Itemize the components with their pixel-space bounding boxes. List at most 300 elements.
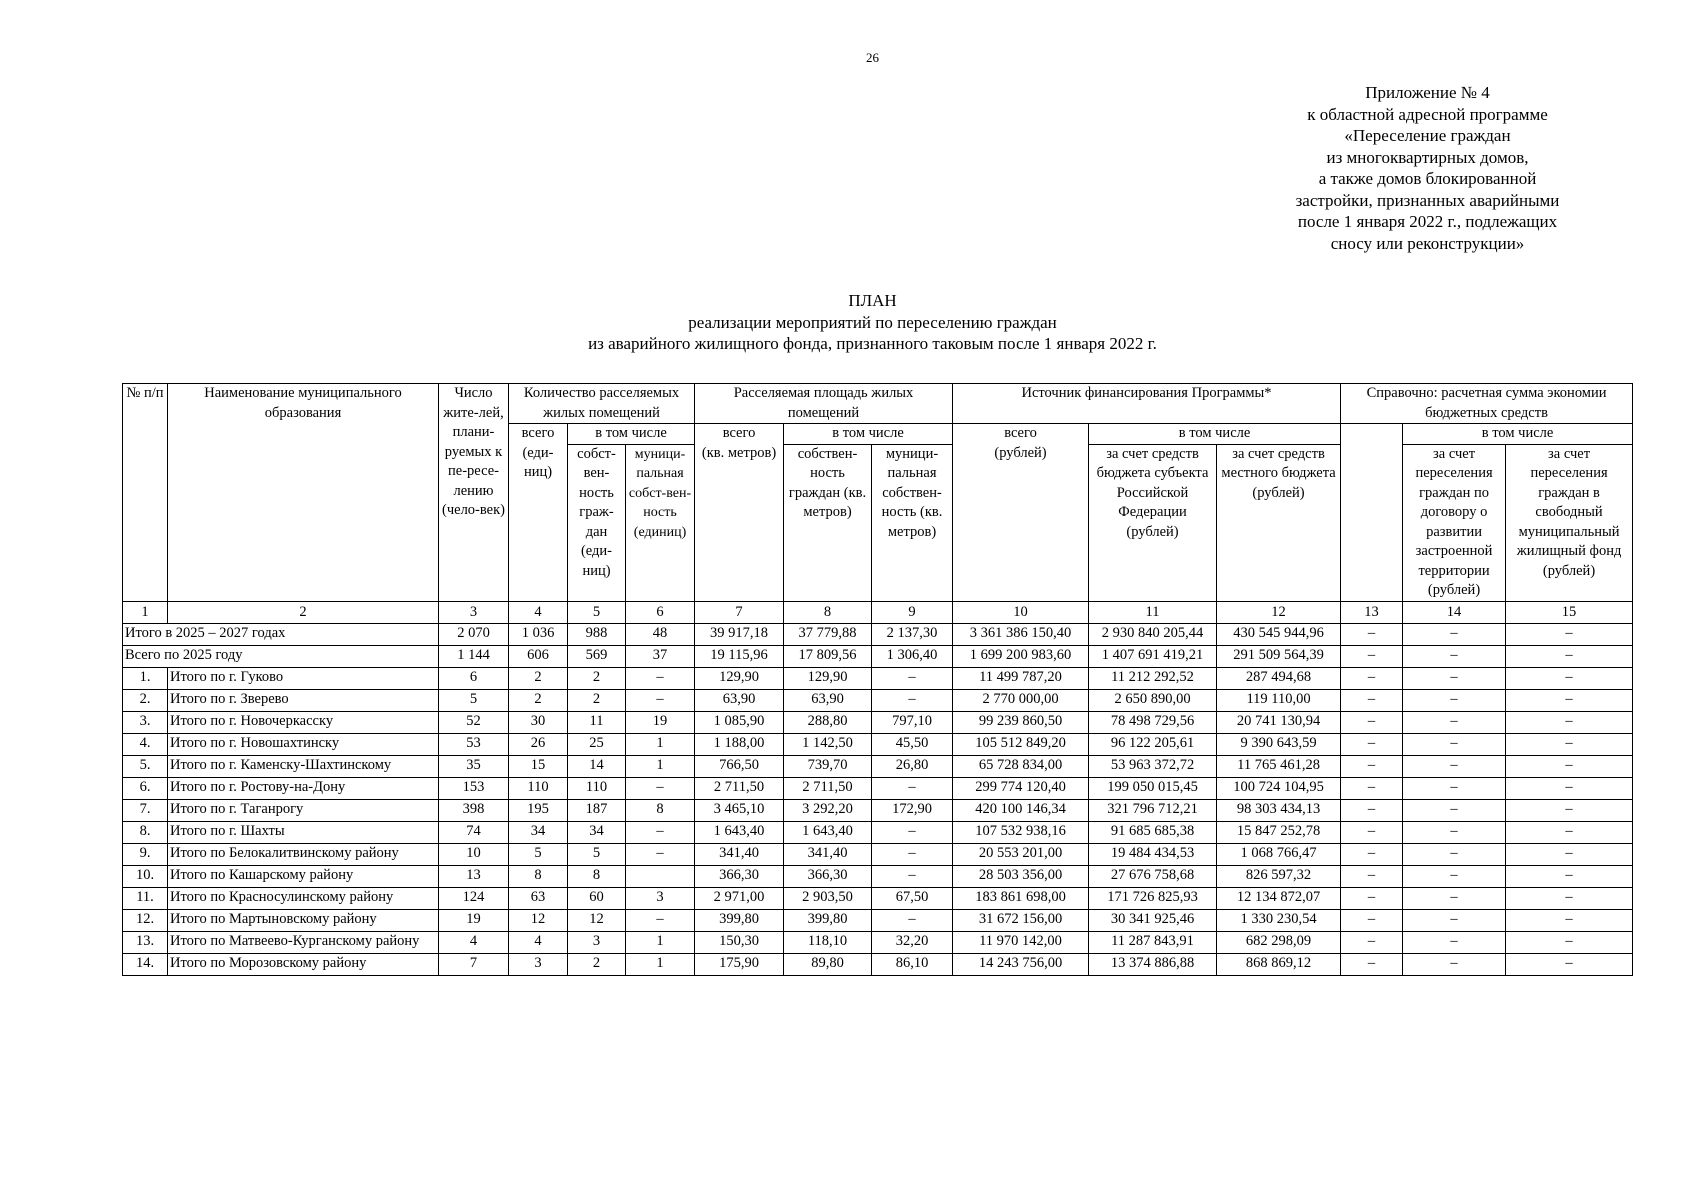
header-rooms-private: собст-вен-ность граж-дан (еди-ниц) (568, 444, 626, 601)
table-cell: – (1403, 711, 1506, 733)
table-cell: 28 503 356,00 (953, 865, 1089, 887)
row-number: 5. (123, 755, 168, 777)
header-area-private: собствен-ность граждан (кв. метров) (784, 444, 872, 601)
municipality-name: Итого по Матвеево-Курганскому району (168, 931, 439, 953)
header-in-that: в том числе (784, 424, 953, 445)
table-cell: 11 212 292,52 (1089, 667, 1217, 689)
table-cell: 2 (568, 667, 626, 689)
column-number: 4 (509, 601, 568, 623)
table-cell: 53 963 372,72 (1089, 755, 1217, 777)
table-cell: 2 711,50 (695, 777, 784, 799)
table-cell: 2 137,30 (872, 623, 953, 645)
table-cell: 1 407 691 419,21 (1089, 645, 1217, 667)
table-cell: 39 917,18 (695, 623, 784, 645)
table-cell: 1 (626, 733, 695, 755)
table-cell: 19 115,96 (695, 645, 784, 667)
summary-label: Итого в 2025 – 2027 годах (123, 623, 439, 645)
table-cell: 86,10 (872, 953, 953, 975)
table-cell: 3 465,10 (695, 799, 784, 821)
table-cell: 398 (439, 799, 509, 821)
table-cell: 1 699 200 983,60 (953, 645, 1089, 667)
table-cell: – (626, 821, 695, 843)
table-cell: 8 (509, 865, 568, 887)
table-cell: – (1341, 667, 1403, 689)
table-cell: 175,90 (695, 953, 784, 975)
header-name: Наименование муниципального образования (168, 384, 439, 602)
table-cell: 341,40 (695, 843, 784, 865)
table-cell: 10 (439, 843, 509, 865)
table-cell: 27 676 758,68 (1089, 865, 1217, 887)
row-number: 8. (123, 821, 168, 843)
table-cell: – (872, 689, 953, 711)
table-row (123, 777, 1633, 799)
table-cell: 110 (509, 777, 568, 799)
table-cell: 8 (626, 799, 695, 821)
row-number: 13. (123, 931, 168, 953)
table-cell: 25 (568, 733, 626, 755)
table-cell: – (1506, 821, 1633, 843)
table-cell: – (872, 843, 953, 865)
header-reference-group: Справочно: расчетная сумма экономии бюджетных средств (1341, 384, 1633, 424)
table-cell: 35 (439, 755, 509, 777)
table-cell: 399,80 (784, 909, 872, 931)
table-cell: 199 050 015,45 (1089, 777, 1217, 799)
table-cell: 14 (568, 755, 626, 777)
table-cell: 2 971,00 (695, 887, 784, 909)
table-cell: 107 532 938,16 (953, 821, 1089, 843)
table-row (123, 689, 1633, 711)
column-number: 11 (1089, 601, 1217, 623)
table-cell: 99 239 860,50 (953, 711, 1089, 733)
table-cell: 287 494,68 (1217, 667, 1341, 689)
table-cell: – (1506, 689, 1633, 711)
table-cell: – (1341, 953, 1403, 975)
table-cell: – (1506, 843, 1633, 865)
column-number: 12 (1217, 601, 1341, 623)
table-cell: 1 085,90 (695, 711, 784, 733)
table-cell: 2 903,50 (784, 887, 872, 909)
table-row (123, 865, 1633, 887)
table-cell: 291 509 564,39 (1217, 645, 1341, 667)
table-cell: – (1506, 799, 1633, 821)
table-cell: – (1403, 645, 1506, 667)
column-number: 13 (1341, 601, 1403, 623)
appendix-line: сносу или реконструкции» (1330, 233, 1525, 253)
row-number: 11. (123, 887, 168, 909)
table-cell: – (1341, 909, 1403, 931)
table-row (123, 799, 1633, 821)
row-number: 7. (123, 799, 168, 821)
table-cell: 171 726 825,93 (1089, 887, 1217, 909)
table-cell: 2 (568, 953, 626, 975)
table-cell: 2 070 (439, 623, 509, 645)
table-cell: – (1403, 821, 1506, 843)
table-cell: – (1403, 953, 1506, 975)
table-cell: – (1506, 777, 1633, 799)
column-number-row (123, 601, 1633, 623)
row-number: 14. (123, 953, 168, 975)
row-number: 2. (123, 689, 168, 711)
table-cell: – (1403, 667, 1506, 689)
table-cell: – (872, 667, 953, 689)
header-fin-local: за счет средств местного бюджета (рублей) (1217, 444, 1341, 601)
table-cell: 1 188,00 (695, 733, 784, 755)
table-cell: 183 861 698,00 (953, 887, 1089, 909)
column-number: 9 (872, 601, 953, 623)
table-cell: – (1341, 821, 1403, 843)
municipality-name: Итого по Красносулинскому району (168, 887, 439, 909)
table-cell: 20 741 130,94 (1217, 711, 1341, 733)
summary-row (123, 623, 1633, 645)
table-cell: 110 (568, 777, 626, 799)
table-cell: – (1506, 865, 1633, 887)
header-area-group: Расселяемая площадь жилых помещений (695, 384, 953, 424)
table-cell: 2 650 890,00 (1089, 689, 1217, 711)
table-cell: – (1506, 909, 1633, 931)
table-cell: 9 390 643,59 (1217, 733, 1341, 755)
table-cell: 100 724 104,95 (1217, 777, 1341, 799)
table-cell: 606 (509, 645, 568, 667)
table-cell: 195 (509, 799, 568, 821)
table-cell: 96 122 205,61 (1089, 733, 1217, 755)
table-row (123, 821, 1633, 843)
appendix-line: из многоквартирных домов, (1326, 147, 1529, 167)
header-ref-empty (1341, 424, 1403, 602)
table-cell: – (1341, 887, 1403, 909)
table-cell: – (1506, 667, 1633, 689)
row-number: 3. (123, 711, 168, 733)
column-number: 14 (1403, 601, 1506, 623)
table-cell: 150,30 (695, 931, 784, 953)
table-cell: 30 (509, 711, 568, 733)
table-cell: 74 (439, 821, 509, 843)
table-cell: 3 (509, 953, 568, 975)
appendix-line: к областной адресной программе (1307, 104, 1548, 124)
table-cell: 4 (439, 931, 509, 953)
header-ref-free-fund: за счет переселения граждан в свободный муниципальный жилищный фонд (рублей) (1506, 444, 1633, 601)
table-cell: 26 (509, 733, 568, 755)
header-rooms-group: Количество расселяемых жилых помещений (509, 384, 695, 424)
table-cell: 15 847 252,78 (1217, 821, 1341, 843)
table-cell: 63,90 (784, 689, 872, 711)
table-cell: 8 (568, 865, 626, 887)
table-cell: 67,50 (872, 887, 953, 909)
table-cell: 868 869,12 (1217, 953, 1341, 975)
table-cell: 19 484 434,53 (1089, 843, 1217, 865)
table-cell: 19 (626, 711, 695, 733)
table-cell: 119 110,00 (1217, 689, 1341, 711)
table-cell: 2 770 000,00 (953, 689, 1089, 711)
row-number: 1. (123, 667, 168, 689)
header-in-that: в том числе (1089, 424, 1341, 445)
table-cell: 988 (568, 623, 626, 645)
table-cell: – (872, 821, 953, 843)
table-cell: 187 (568, 799, 626, 821)
table-cell: – (1341, 755, 1403, 777)
table-cell: – (1403, 799, 1506, 821)
header-in-that: в том числе (1403, 424, 1633, 445)
table-cell: 1 144 (439, 645, 509, 667)
table-cell: – (1506, 645, 1633, 667)
table-cell: – (1403, 865, 1506, 887)
table-cell: – (626, 689, 695, 711)
table-cell: – (1403, 777, 1506, 799)
table-row (123, 909, 1633, 931)
municipality-name: Итого по г. Новошахтинску (168, 733, 439, 755)
table-cell: 1 (626, 931, 695, 953)
table-cell: 172,90 (872, 799, 953, 821)
header-area-municipal: муници-пальная собствен-ность (кв. метров) (872, 444, 953, 601)
table-cell: – (1341, 865, 1403, 887)
table-cell: 420 100 146,34 (953, 799, 1089, 821)
header-num: № п/п (123, 384, 168, 602)
table-cell: 1 142,50 (784, 733, 872, 755)
table-cell: 91 685 685,38 (1089, 821, 1217, 843)
table-cell: 1 306,40 (872, 645, 953, 667)
table-cell: 11 287 843,91 (1089, 931, 1217, 953)
table-cell: 288,80 (784, 711, 872, 733)
table-cell: 766,50 (695, 755, 784, 777)
table-cell: 2 (568, 689, 626, 711)
table-cell: – (626, 909, 695, 931)
table-cell: 89,80 (784, 953, 872, 975)
table-cell: 32,20 (872, 931, 953, 953)
table-cell: – (872, 777, 953, 799)
column-number: 2 (168, 601, 439, 623)
table-cell: 299 774 120,40 (953, 777, 1089, 799)
table-cell: – (1506, 755, 1633, 777)
header-rooms-municipal: муници-пальная собст-вен-ность (единиц) (626, 444, 695, 601)
table-cell: 11 970 142,00 (953, 931, 1089, 953)
table-cell: 31 672 156,00 (953, 909, 1089, 931)
table-cell: 105 512 849,20 (953, 733, 1089, 755)
table-cell: 5 (568, 843, 626, 865)
column-number: 7 (695, 601, 784, 623)
header-rooms-total: всего (еди-ниц) (509, 424, 568, 602)
table-cell: 52 (439, 711, 509, 733)
header-residents: Число жите-лей, плани-руемых к пе-ресе-лению (чело-век) (439, 384, 509, 602)
table-cell: 1 068 766,47 (1217, 843, 1341, 865)
table-cell: 430 545 944,96 (1217, 623, 1341, 645)
table-cell: – (1341, 689, 1403, 711)
municipality-name: Итого по г. Ростову-на-Дону (168, 777, 439, 799)
table-cell: 739,70 (784, 755, 872, 777)
table-cell: 118,10 (784, 931, 872, 953)
header-fin-total: всего (рублей) (953, 424, 1089, 602)
table-cell: – (1506, 623, 1633, 645)
table-cell: 1 643,40 (695, 821, 784, 843)
table-cell: 12 134 872,07 (1217, 887, 1341, 909)
table-cell: 45,50 (872, 733, 953, 755)
appendix-note (1250, 82, 1605, 254)
column-number: 5 (568, 601, 626, 623)
table-cell: – (1341, 645, 1403, 667)
table-cell: 37 779,88 (784, 623, 872, 645)
table-cell: 37 (626, 645, 695, 667)
table-cell: 3 (626, 887, 695, 909)
table-cell: – (1403, 733, 1506, 755)
table-cell: 366,30 (784, 865, 872, 887)
table-cell: 12 (568, 909, 626, 931)
table-row (123, 755, 1633, 777)
table-cell: – (1403, 931, 1506, 953)
table-cell: 5 (509, 843, 568, 865)
table-cell: 2 930 840 205,44 (1089, 623, 1217, 645)
table-cell: 3 292,20 (784, 799, 872, 821)
appendix-line: а также домов блокированной (1318, 169, 1537, 188)
table-cell: – (1506, 931, 1633, 953)
table-cell: – (1341, 843, 1403, 865)
document-heading (0, 290, 1698, 355)
table-cell: – (1341, 711, 1403, 733)
table-cell: 129,90 (784, 667, 872, 689)
table-cell: – (1506, 711, 1633, 733)
header-in-that: в том числе (568, 424, 695, 445)
table-cell: – (1506, 953, 1633, 975)
appendix-line: «Переселение граждан (1344, 126, 1511, 145)
table-cell: 78 498 729,56 (1089, 711, 1217, 733)
header-ref-development: за счет переселения граждан по договору о развитии застроенной территории (рублей) (1403, 444, 1506, 601)
table-cell: – (1403, 909, 1506, 931)
table-cell: 321 796 712,21 (1089, 799, 1217, 821)
table-cell: 53 (439, 733, 509, 755)
table-cell: – (872, 909, 953, 931)
table-row (123, 733, 1633, 755)
table-cell: 98 303 434,13 (1217, 799, 1341, 821)
document-subtitle: из аварийного жилищного фонда, признанного таковым после 1 января 2022 г. (588, 334, 1157, 353)
column-number: 1 (123, 601, 168, 623)
table-cell: 7 (439, 953, 509, 975)
table-row (123, 711, 1633, 733)
table-cell: 826 597,32 (1217, 865, 1341, 887)
plan-table (122, 383, 1633, 976)
row-number: 6. (123, 777, 168, 799)
row-number: 9. (123, 843, 168, 865)
table-cell: – (1506, 733, 1633, 755)
table-cell: 5 (439, 689, 509, 711)
table-cell: 60 (568, 887, 626, 909)
municipality-name: Итого по г. Каменску-Шахтинскому (168, 755, 439, 777)
column-number: 8 (784, 601, 872, 623)
table-cell: 2 711,50 (784, 777, 872, 799)
municipality-name: Итого по г. Гуково (168, 667, 439, 689)
table-cell: 366,30 (695, 865, 784, 887)
table-cell: 682 298,09 (1217, 931, 1341, 953)
table-cell: 1 036 (509, 623, 568, 645)
table-cell: – (1341, 799, 1403, 821)
municipality-name: Итого по г. Новочеркасску (168, 711, 439, 733)
table-cell: 1 (626, 755, 695, 777)
table-cell: – (872, 865, 953, 887)
table-cell: 124 (439, 887, 509, 909)
municipality-name: Итого по Белокалитвинскому району (168, 843, 439, 865)
table-cell: – (1403, 623, 1506, 645)
column-number: 6 (626, 601, 695, 623)
row-number: 12. (123, 909, 168, 931)
appendix-line: застройки, признанных аварийными (1295, 190, 1560, 210)
table-cell: – (1506, 887, 1633, 909)
table-cell: – (1341, 931, 1403, 953)
table-cell: 399,80 (695, 909, 784, 931)
header-area-total: всего (кв. метров) (695, 424, 784, 602)
table-cell: 12 (509, 909, 568, 931)
table-cell: 63 (509, 887, 568, 909)
table-cell: 129,90 (695, 667, 784, 689)
table-cell: 1 643,40 (784, 821, 872, 843)
table-cell: 14 243 756,00 (953, 953, 1089, 975)
municipality-name: Итого по г. Шахты (168, 821, 439, 843)
table-row (123, 887, 1633, 909)
table-cell: – (1341, 777, 1403, 799)
table-cell: 6 (439, 667, 509, 689)
table-row (123, 953, 1633, 975)
table-cell: – (1403, 755, 1506, 777)
table-cell: – (1341, 733, 1403, 755)
table-cell: 17 809,56 (784, 645, 872, 667)
appendix-line: после 1 января 2022 г., подлежащих (1297, 212, 1558, 231)
summary-label: Всего по 2025 году (123, 645, 439, 667)
table-cell: 20 553 201,00 (953, 843, 1089, 865)
summary-row (123, 645, 1633, 667)
table-cell: 341,40 (784, 843, 872, 865)
table-cell: 2 (509, 689, 568, 711)
table-cell: – (1403, 843, 1506, 865)
table-cell: 797,10 (872, 711, 953, 733)
table-cell: 11 765 461,28 (1217, 755, 1341, 777)
table-cell: 3 361 386 150,40 (953, 623, 1089, 645)
table-cell: 11 499 787,20 (953, 667, 1089, 689)
column-number: 15 (1506, 601, 1633, 623)
table-cell: 2 (509, 667, 568, 689)
table-cell: – (1403, 887, 1506, 909)
municipality-name: Итого по Мартыновскому району (168, 909, 439, 931)
table-cell: 569 (568, 645, 626, 667)
row-number: 10. (123, 865, 168, 887)
header-fin-federal: за счет средств бюджета субъекта Российской Федерации (рублей) (1089, 444, 1217, 601)
municipality-name: Итого по Кашарскому району (168, 865, 439, 887)
table-cell: – (626, 843, 695, 865)
table-row (123, 667, 1633, 689)
column-number: 10 (953, 601, 1089, 623)
column-number: 3 (439, 601, 509, 623)
table-cell: 13 (439, 865, 509, 887)
table-cell: 63,90 (695, 689, 784, 711)
document-subtitle: реализации мероприятий по переселению граждан (688, 312, 1057, 332)
table-cell: 34 (568, 821, 626, 843)
appendix-line: Приложение № 4 (1365, 83, 1490, 102)
table-cell: 30 341 925,46 (1089, 909, 1217, 931)
table-cell: 15 (509, 755, 568, 777)
table-cell: – (1341, 623, 1403, 645)
table-row (123, 931, 1633, 953)
table-cell (626, 865, 695, 887)
table-cell: 1 (626, 953, 695, 975)
table-cell: – (626, 667, 695, 689)
table-cell: 153 (439, 777, 509, 799)
table-cell: 1 330 230,54 (1217, 909, 1341, 931)
table-cell: 11 (568, 711, 626, 733)
table-cell: – (626, 777, 695, 799)
page-number: 26 (866, 50, 879, 65)
table-cell: – (1403, 689, 1506, 711)
table-cell: 19 (439, 909, 509, 931)
municipality-name: Итого по г. Зверево (168, 689, 439, 711)
municipality-name: Итого по Морозовскому району (168, 953, 439, 975)
municipality-name: Итого по г. Таганрогу (168, 799, 439, 821)
row-number: 4. (123, 733, 168, 755)
table-cell: 13 374 886,88 (1089, 953, 1217, 975)
table-cell: 65 728 834,00 (953, 755, 1089, 777)
